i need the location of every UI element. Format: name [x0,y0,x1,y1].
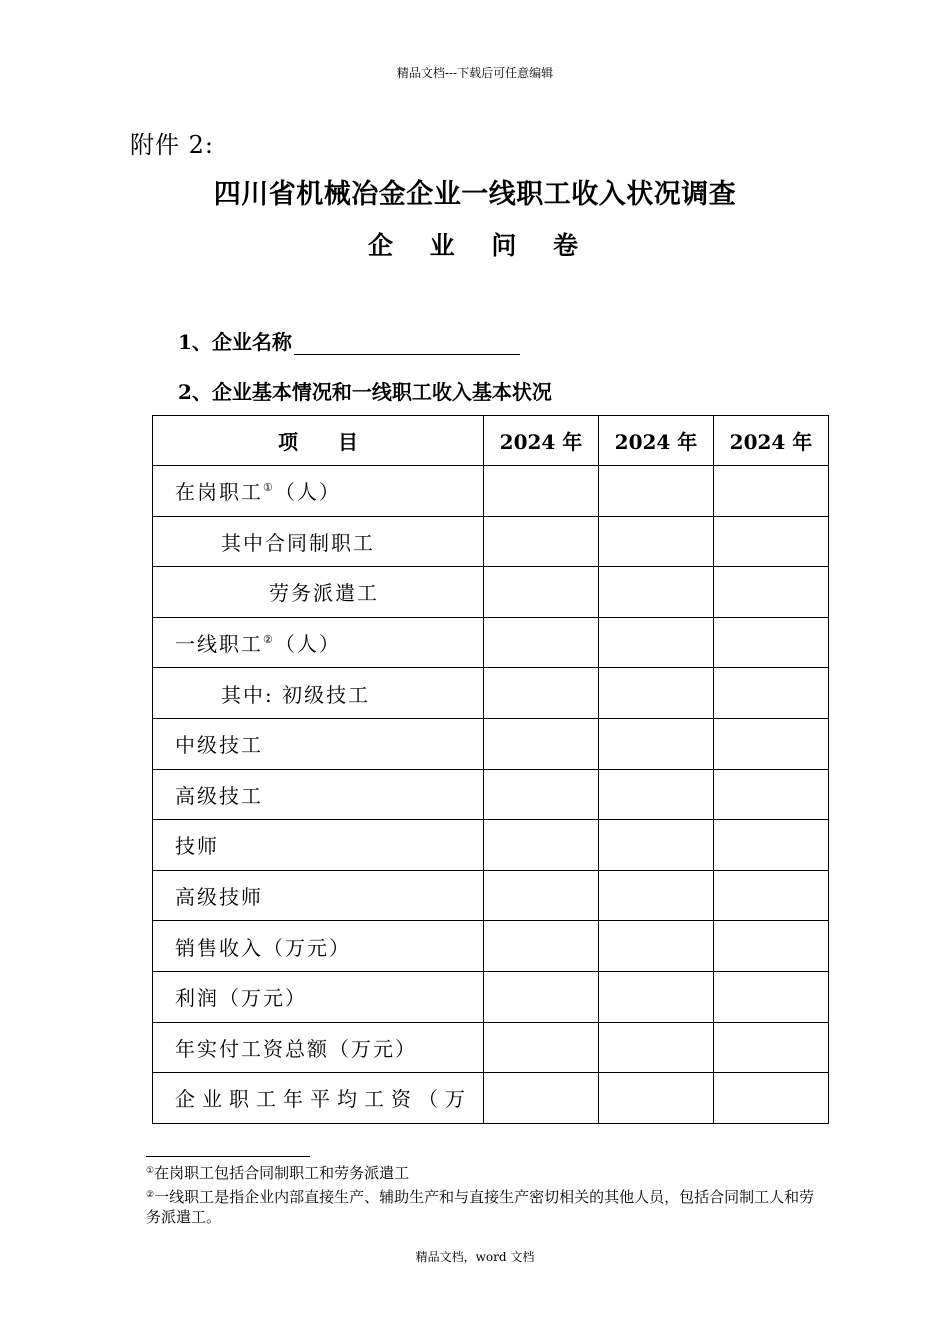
footnote-ref: ① [263,481,275,495]
document-title: 四川省机械冶金企业一线职工收入状况调查 [213,179,737,210]
table-row [153,870,829,921]
row-label-text: 一线职工 [175,632,263,657]
row-label: 技师 [153,820,484,871]
table-cell-input[interactable] [599,1022,714,1073]
page-header-note: 精品文档---下载后可任意编辑 [396,66,554,80]
table-cell-input[interactable] [714,1022,829,1073]
row-label [153,466,484,517]
table-row [153,820,829,871]
table-cell-input[interactable] [714,516,829,567]
table-cell-input[interactable] [599,1073,714,1124]
row-label: 劳务派遣工 [153,567,484,618]
table-row [153,617,829,668]
table-cell-input[interactable] [484,516,599,567]
company-name-blank[interactable] [294,332,520,355]
footnote-1 [146,1161,826,1183]
table-cell-input[interactable] [714,668,829,719]
table-cell-input[interactable] [599,718,714,769]
table-cell-input[interactable] [599,820,714,871]
footnote-2 [146,1185,826,1227]
table-cell-input[interactable] [599,769,714,820]
table-row [153,769,829,820]
table-cell-input[interactable] [484,567,599,618]
column-header-year-3: 2024 年 [714,416,829,466]
row-label-unit: （人） [274,480,341,505]
row-label: 高级技师 [153,870,484,921]
table-cell-input[interactable] [599,466,714,517]
column-header-item: 项 目 [153,416,484,466]
table-cell-input[interactable] [599,516,714,567]
table-row [153,567,829,618]
row-label [153,617,484,668]
attachment-label: 附件 2: [130,131,214,159]
table-cell-input[interactable] [714,567,829,618]
table-cell-input[interactable] [714,769,829,820]
table-header-row [153,416,829,466]
document-subtitle: 企 业 问 卷 [367,231,593,260]
survey-table [152,415,829,1124]
table-cell-input[interactable] [714,921,829,972]
footnote-text: 在岗职工包括合同制职工和劳务派遣工 [154,1164,410,1182]
footnote-mark: ② [146,1190,155,1200]
table-row [153,466,829,517]
table-cell-input[interactable] [484,820,599,871]
table-row [153,971,829,1022]
table-cell-input[interactable] [599,921,714,972]
table-cell-input[interactable] [484,668,599,719]
row-label: 销售收入（万元） [153,921,484,972]
table-row [153,668,829,719]
table-row [153,516,829,567]
table-cell-input[interactable] [599,567,714,618]
footnote-mark: ① [146,1166,155,1176]
column-header-year-1: 2024 年 [484,416,599,466]
row-label-unit: （人） [274,632,341,657]
row-label: 其中: 初级技工 [153,668,484,719]
table-cell-input[interactable] [714,820,829,871]
table-cell-input[interactable] [484,718,599,769]
page-footer-note: 精品文档，word 文档 [415,1250,535,1264]
table-row [153,1022,829,1073]
table-cell-input[interactable] [484,617,599,668]
row-label: 年实付工资总额（万元） [153,1022,484,1073]
table-cell-input[interactable] [484,921,599,972]
footnote-ref: ② [263,633,275,647]
table-cell-input[interactable] [484,769,599,820]
table-cell-input[interactable] [714,718,829,769]
row-label: 中级技工 [153,718,484,769]
table-cell-input[interactable] [484,870,599,921]
column-header-year-2: 2024 年 [599,416,714,466]
table-cell-input[interactable] [714,1073,829,1124]
table-cell-input[interactable] [484,466,599,517]
row-label: 企业职工年平均工资（万 [153,1073,484,1124]
table-cell-input[interactable] [484,1073,599,1124]
table-cell-input[interactable] [714,617,829,668]
table-cell-input[interactable] [484,971,599,1022]
table-cell-input[interactable] [714,466,829,517]
table-row [153,718,829,769]
table-cell-input[interactable] [599,668,714,719]
footnote-text: 一线职工是指企业内部直接生产、辅助生产和与直接生产密切相关的其他人员，包括合同制工人和劳务派遣工。 [146,1188,815,1226]
footnote-separator [146,1156,310,1157]
table-cell-input[interactable] [484,1022,599,1073]
table-cell-input[interactable] [714,870,829,921]
question-company-name [178,326,520,355]
table-row [153,921,829,972]
table-row [153,1073,829,1124]
row-label: 高级技工 [153,769,484,820]
row-label-text: 在岗职工 [175,480,263,505]
table-cell-input[interactable] [599,617,714,668]
table-cell-input[interactable] [599,870,714,921]
question-company-name-label: 1、企业名称 [178,330,292,354]
table-cell-input[interactable] [599,971,714,1022]
question-basic-situation: 2、企业基本情况和一线职工收入基本状况 [178,380,552,404]
row-label: 其中合同制职工 [153,516,484,567]
table-cell-input[interactable] [714,971,829,1022]
row-label: 利润（万元） [153,971,484,1022]
